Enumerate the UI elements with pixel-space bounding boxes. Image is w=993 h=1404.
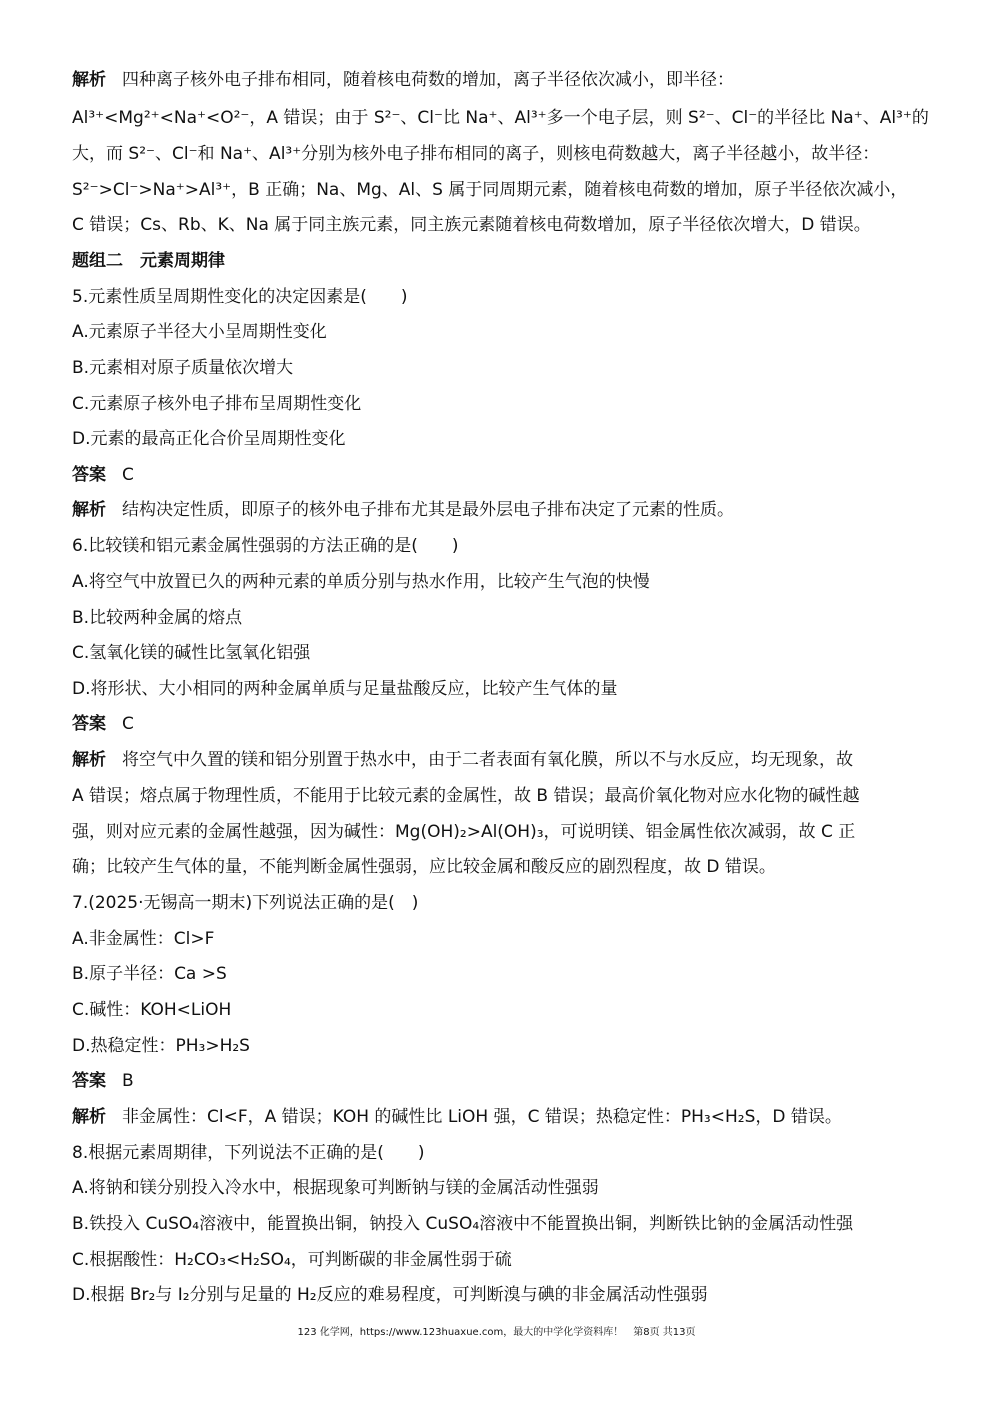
question-6-analysis-line-1: 解析 将空气中久置的镁和铝分别置于热水中，由于二者表面有氧化膜，所以不与水反应，均无现象，故	[72, 750, 853, 770]
answer-label: 答案	[72, 465, 106, 485]
question-5-answer	[72, 463, 932, 487]
analysis-4-line-5: C 错误；Cs、Rb、K、Na 属于同主族元素，同主族元素随着核电荷数增加，原子半径依次增大，D 错误。	[72, 215, 871, 235]
question-7-analysis: 解析 非金属性：Cl<F，A 错误；KOH 的碱性比 LiOH 强，C 错误；热稳定性：PH₃<H₂S，D 错误。	[72, 1107, 842, 1127]
analysis-4-line-4: S²⁻>Cl⁻>Na⁺>Al³⁺，B 正确；Na、Mg、Al、S 属于同周期元素，随着核电荷数的增加，原子半径依次减小，	[72, 180, 908, 200]
question-8-option-a: A.将钠和镁分别投入冷水中，根据现象可判断钠与镁的金属活动性强弱	[72, 1178, 599, 1198]
analysis-4-line-3: 大，而 S²⁻、Cl⁻和 Na⁺、Al³⁺分别为核外电子排布相同的离子，则核电荷数越大，离子半径越小，故半径：	[72, 144, 880, 164]
question-6-stem: 6.比较镁和铝元素金属性强弱的方法正确的是( )	[72, 536, 459, 556]
question-5-analysis: 解析 结构决定性质，即原子的核外电子排布尤其是最外层电子排布决定了元素的性质。	[72, 500, 734, 520]
answer-value: C	[122, 714, 134, 734]
question-6-analysis-line-4: 确；比较产生气体的量，不能判断金属性强弱，应比较金属和酸反应的剧烈程度，故 D 错误。	[72, 857, 776, 877]
question-6-analysis-line-2: A 错误；熔点属于物理性质，不能用于比较元素的金属性，故 B 错误；最高价氧化物对应水化物的碱性越	[72, 786, 860, 806]
analysis-4-line-1: 解析 四种离子核外电子排布相同，随着核电荷数的增加，离子半径依次减小，即半径：	[72, 70, 734, 90]
analysis-4-line-2: Al³⁺<Mg²⁺<Na⁺<O²⁻，A 错误；由于 S²⁻、Cl⁻比 Na⁺、Al³⁺多一个电子层，则 S²⁻、Cl⁻的半径比 Na⁺、Al³⁺的	[72, 108, 929, 128]
question-8-option-d: D.根据 Br₂与 I₂分别与足量的 H₂反应的难易程度，可判断溴与碘的非金属活动性强弱	[72, 1285, 708, 1305]
question-6-option-d: D.将形状、大小相同的两种金属单质与足量盐酸反应，比较产生气体的量	[72, 679, 618, 699]
question-7-option-a: A.非金属性：Cl>F	[72, 929, 215, 949]
analysis-label: 解析	[72, 750, 106, 770]
question-5-option-a: A.元素原子半径大小呈周期性变化	[72, 322, 327, 342]
answer-label: 答案	[72, 1071, 106, 1091]
question-6-answer	[72, 712, 932, 736]
analysis-label: 解析	[72, 500, 106, 520]
question-5-option-b: B.元素相对原子质量依次增大	[72, 358, 294, 378]
question-5-stem: 5.元素性质呈周期性变化的决定因素是( )	[72, 287, 408, 307]
question-7-answer	[72, 1069, 932, 1093]
answer-value: B	[122, 1071, 134, 1091]
question-7-stem: 7.(2025·无锡高一期末)下列说法正确的是( )	[72, 893, 419, 913]
question-7-option-d: D.热稳定性：PH₃>H₂S	[72, 1036, 250, 1056]
page-footer: 123 化学网，https://www.123huaxue.com，最大的中学化学资料库！ 第8页 共13页	[297, 1327, 696, 1338]
question-7-option-b: B.原子半径：Ca >S	[72, 964, 227, 984]
question-8-stem: 8.根据元素周期律，下列说法不正确的是( )	[72, 1143, 425, 1163]
question-7-option-c: C.碱性：KOH<LiOH	[72, 1000, 232, 1020]
answer-value: C	[122, 465, 134, 485]
section-title: 题组二 元素周期律	[72, 251, 225, 271]
question-6-analysis-line-3: 强，则对应元素的金属性越强，因为碱性：Mg(OH)₂>Al(OH)₃，可说明镁、铝金属性依次减弱，故 C 正	[72, 822, 856, 842]
question-5-option-d: D.元素的最高正化合价呈周期性变化	[72, 429, 346, 449]
question-6-option-c: C.氢氧化镁的碱性比氢氧化铝强	[72, 643, 311, 663]
question-5-option-c: C.元素原子核外电子排布呈周期性变化	[72, 394, 362, 414]
analysis-label: 解析	[72, 1107, 106, 1127]
answer-label: 答案	[72, 714, 106, 734]
question-6-option-b: B.比较两种金属的熔点	[72, 608, 243, 628]
question-8-option-b: B.铁投入 CuSO₄溶液中，能置换出铜，钠投入 CuSO₄溶液中不能置换出铜，判断铁比钠的金属活动性强	[72, 1214, 854, 1234]
question-8-option-c: C.根据酸性：H₂CO₃<H₂SO₄，可判断碳的非金属性弱于硫	[72, 1250, 512, 1270]
question-6-option-a: A.将空气中放置已久的两种元素的单质分别与热水作用，比较产生气泡的快慢	[72, 572, 650, 592]
analysis-label: 解析	[72, 70, 106, 90]
